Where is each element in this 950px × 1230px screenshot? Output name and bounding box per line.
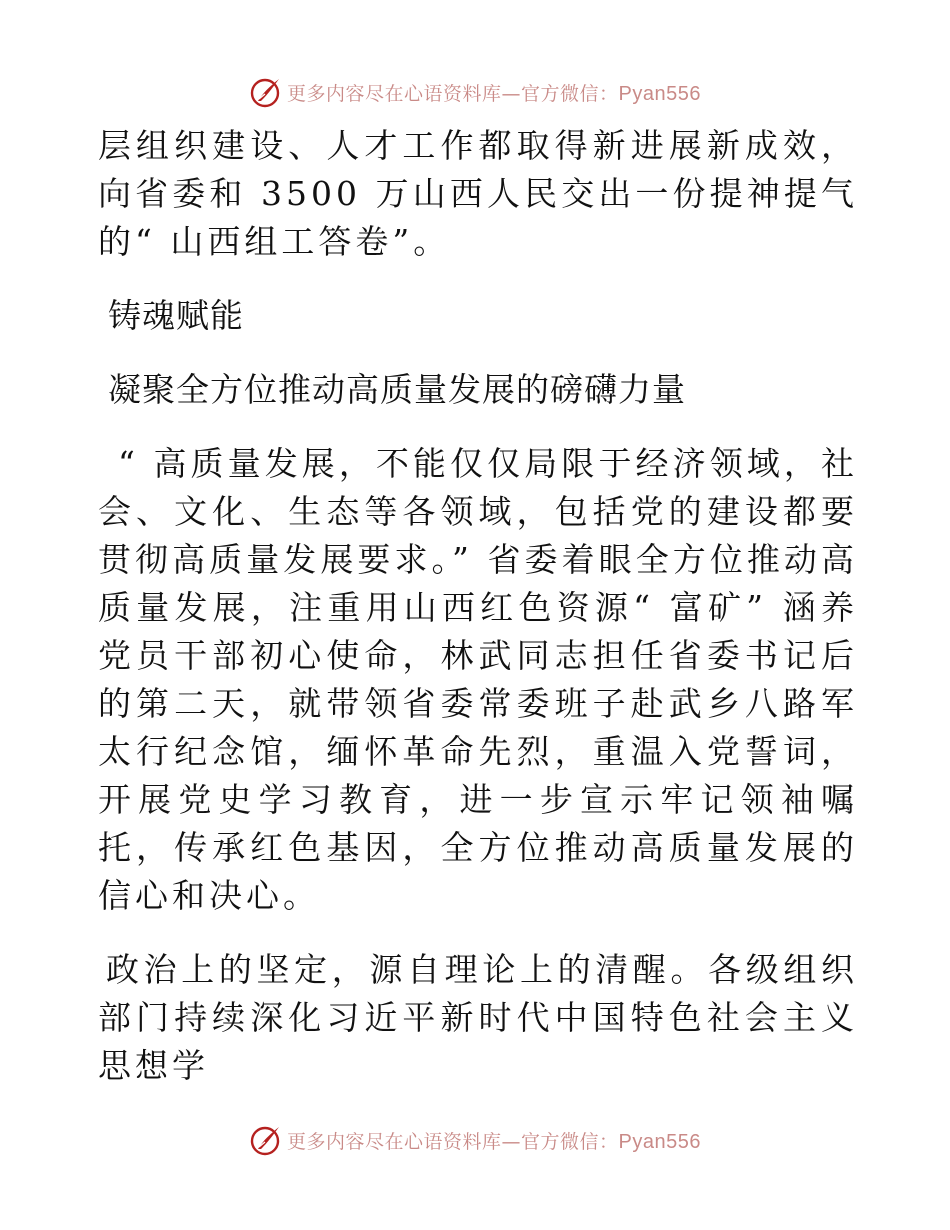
banner-text [287, 1127, 701, 1154]
banner-text [287, 79, 701, 106]
quill-circle-logo-icon [249, 1123, 283, 1157]
document-body [98, 122, 858, 1090]
header-banner [0, 72, 950, 112]
paragraph-3: 政治上的坚定，源自理论上的清醒。各级组织部门持续深化习近平新时代中国特色社会主义思想学 [98, 950, 858, 1085]
banner-site-text: 更多内容尽在心语资料库 [287, 1130, 502, 1153]
banner-site-text: 更多内容尽在心语资料库 [287, 82, 502, 105]
section-heading-2: 凝聚全方位推动高质量发展的磅礴力量 [108, 370, 686, 409]
banner-separator: — [501, 82, 522, 105]
banner-separator: — [501, 1130, 522, 1153]
section-heading-1: 铸魂赋能 [108, 296, 244, 335]
paragraph-2: “ 高质量发展，不能仅仅局限于经济领域，社会、文化、生态等各领域，包括党的建设都要贯彻高质量发展要求。” 省委着眼全方位推动高质量发展，注重用山西红色资源“ 富矿” 涵养党员干部初心使命，林武同志担任省委书记后的第二天，就带领省委常委班子赴武乡八路军太行纪念馆，缅怀革命先烈，重温入党誓词，开展党史学习教育，进一步宣示牢记领袖嘱托，传承红色基因，全方位推动高质量发展的信心和决心。 [98, 444, 858, 915]
quill-circle-logo-icon [249, 75, 283, 109]
footer-banner [0, 1120, 950, 1160]
banner-wechat-label: 官方微信： [521, 82, 619, 105]
banner-wechat-label: 官方微信： [521, 1130, 619, 1153]
banner-wechat-id: Pyan556 [618, 82, 701, 105]
paragraph-1: 层组织建设、人才工作都取得新进展新成效，向省委和 3500 万山西人民交出一份提神提气的“ 山西组工答卷”。 [98, 126, 858, 261]
banner-wechat-id: Pyan556 [618, 1130, 701, 1153]
